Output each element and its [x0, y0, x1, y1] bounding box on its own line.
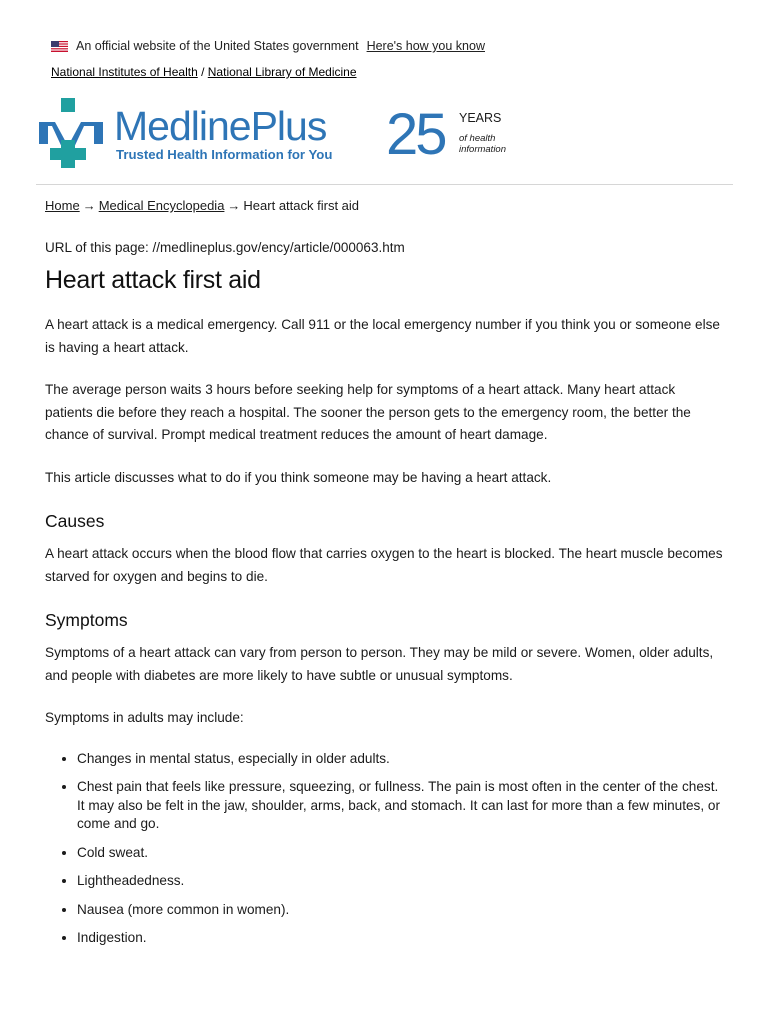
anniversary-sub-2: information	[459, 144, 506, 155]
breadcrumb	[45, 198, 359, 213]
official-gov-banner	[51, 39, 485, 53]
agency-separator: /	[197, 65, 208, 79]
intro-paragraph: A heart attack is a medical emergency. Call 911 or the local emergency number if you think you or someone else is having a heart attack.	[45, 317, 720, 355]
symptom-item: • Indigestion.	[77, 929, 725, 948]
symptoms-paragraph: Symptoms of a heart attack can vary from person to person. They may be mild or severe. Women, older adults, and people with diabetes are more likely to have subtle or unusual symptoms.	[45, 645, 714, 683]
nih-link[interactable]: National Institutes of Health	[51, 65, 198, 79]
header-divider	[36, 184, 733, 185]
logo-wordmark: MedlinePlus	[114, 103, 327, 149]
symptom-item: • Lightheadedness.	[77, 872, 725, 891]
agency-links	[51, 65, 357, 79]
symptoms-heading: Symptoms	[45, 610, 128, 630]
medlineplus-mark-icon	[39, 98, 103, 168]
anniversary-sub-1: of health	[459, 133, 496, 144]
causes-heading: Causes	[45, 511, 105, 531]
intro-paragraph: This article discusses what to do if you think someone may be having a heart attack.	[45, 469, 552, 485]
symptom-item: • Changes in mental status, especially in older adults.	[77, 750, 725, 769]
page-title: Heart attack first aid	[45, 266, 261, 294]
official-site-text: An official website of the United States government	[76, 39, 359, 53]
breadcrumb-arrow: →	[227, 198, 241, 213]
symptoms-list	[45, 750, 725, 948]
anniversary-number: 25	[386, 102, 445, 167]
intro-paragraph: The average person waits 3 hours before seeking help for symptoms of a heart attack. Many heart attack patients die before they reach a hospital. The sooner the person gets to the emergency room, the better the chance of survival. Prompt medical treatment reduces the amount of heart damage.	[45, 382, 691, 442]
symptom-item: • Chest pain that feels like pressure, squeezing, or fullness. The pain is most often in the center of the chest. It may also be felt in the jaw, shoulder, arms, back, and stomach. It can last for more than a few minutes, or come and go.	[77, 778, 725, 834]
medlineplus-logo[interactable]	[38, 96, 518, 176]
nlm-link[interactable]: National Library of Medicine	[207, 65, 357, 79]
breadcrumb-arrow: →	[82, 198, 96, 213]
how-you-know-link[interactable]: Here's how you know	[366, 39, 485, 53]
page-url: URL of this page: //medlineplus.gov/ency/article/000063.htm	[45, 240, 405, 255]
symptom-item: • Nausea (more common in women).	[77, 901, 725, 920]
breadcrumb-home[interactable]: Home	[45, 198, 80, 213]
symptoms-list-intro: Symptoms in adults may include:	[45, 710, 244, 725]
causes-paragraph: A heart attack occurs when the blood flow that carries oxygen to the heart is blocked. The heart muscle becomes starved for oxygen and begins to die.	[45, 546, 723, 584]
logo-tagline: Trusted Health Information for You	[116, 147, 333, 162]
symptom-item: • Cold sweat.	[77, 844, 725, 863]
us-flag-icon	[51, 41, 68, 52]
breadcrumb-encyclopedia[interactable]: Medical Encyclopedia	[98, 198, 225, 213]
article-body	[45, 314, 725, 958]
anniversary-years: YEARS	[459, 111, 502, 125]
breadcrumb-current: Heart attack first aid	[243, 198, 360, 213]
